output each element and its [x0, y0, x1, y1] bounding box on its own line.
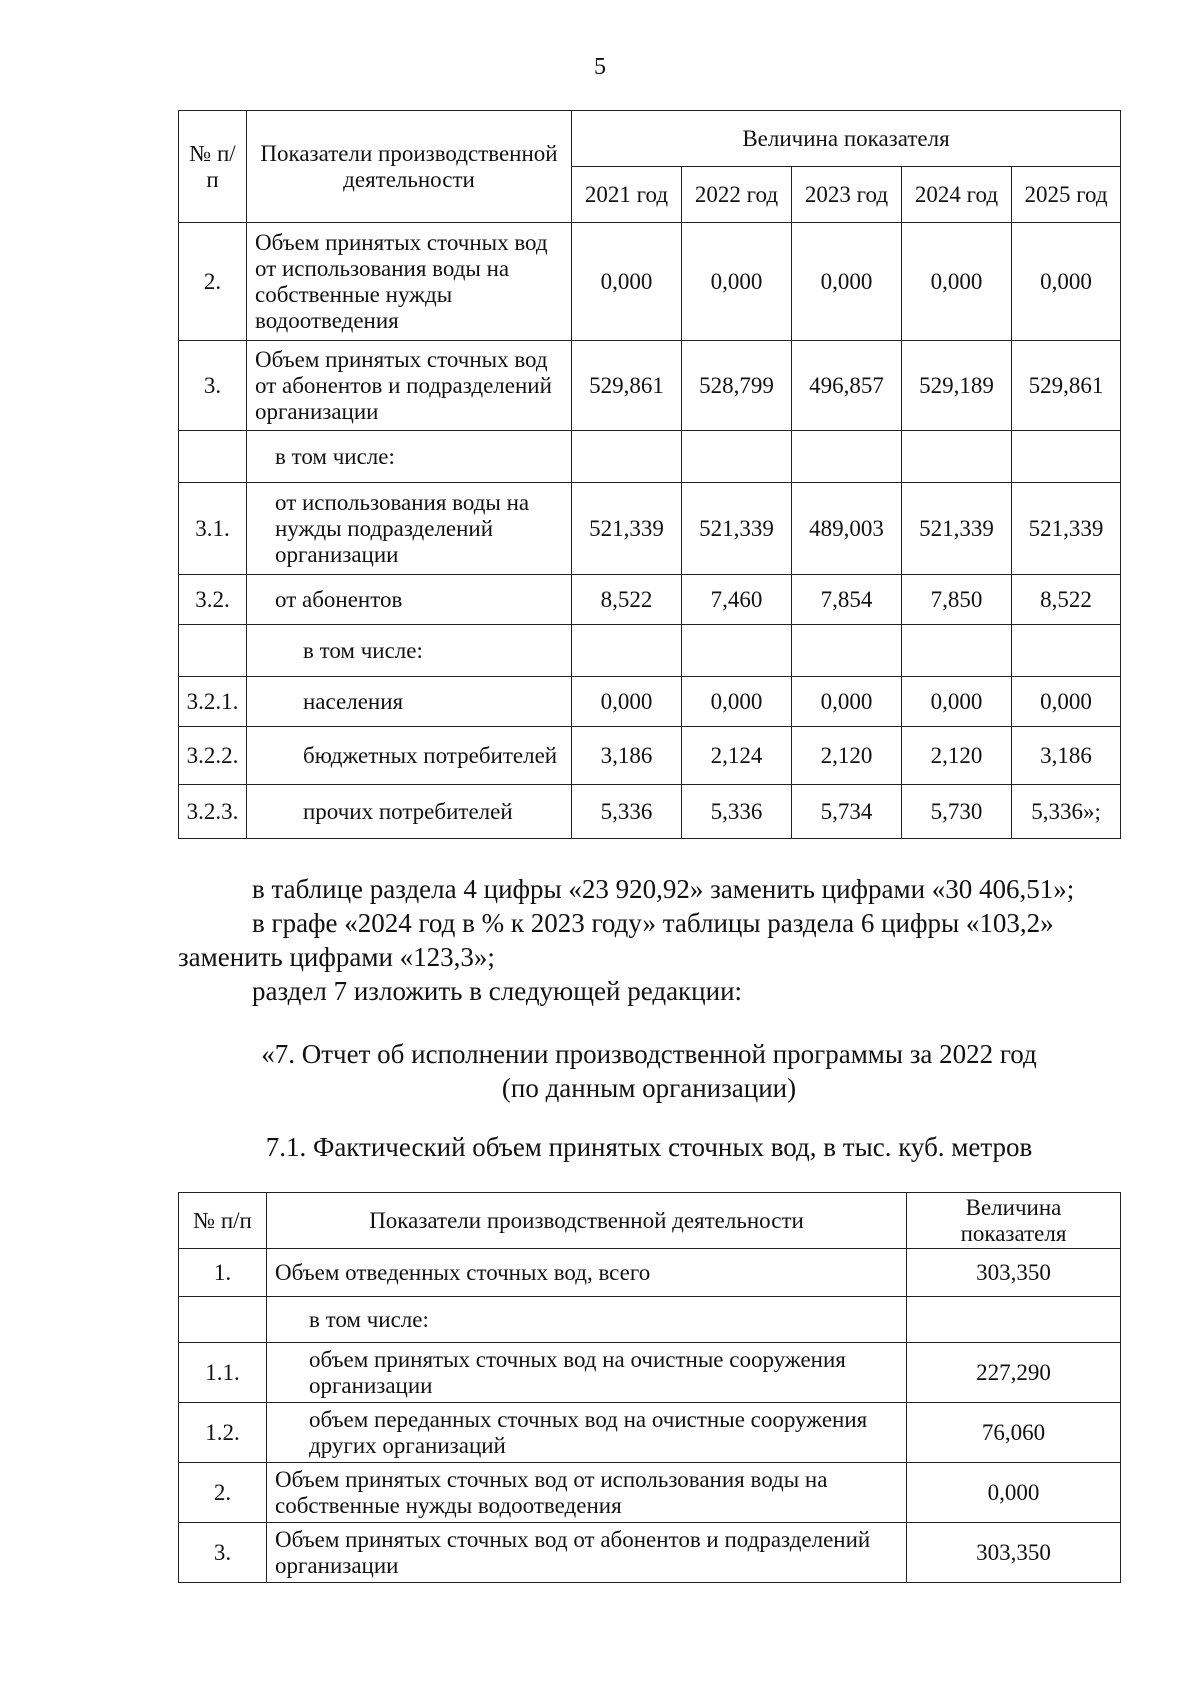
cell-value: 528,799 [682, 341, 792, 431]
row-label: Объем принятых сточных вод от абонентов и подразделений организации [267, 1523, 907, 1583]
cell-value: 0,000 [1012, 223, 1121, 341]
row-label: Объем принятых сточных вод от использования воды на собственные нужды водоотведения [247, 223, 572, 341]
header-year: 2021 год [572, 167, 682, 223]
cell-value [792, 625, 902, 677]
header-num: № п/п [179, 111, 247, 223]
cell-value [907, 1297, 1121, 1343]
page-number: 5 [594, 54, 606, 80]
row-label: Объем принятых сточных вод от использования воды на собственные нужды водоотведения [267, 1463, 907, 1523]
cell-value: 529,861 [1012, 341, 1121, 431]
cell-value: 5,336»; [1012, 785, 1121, 839]
table-row [179, 483, 1121, 575]
table-row [179, 431, 1121, 483]
table-row [179, 1343, 1121, 1403]
row-num: 3.2.2. [179, 727, 247, 785]
section-title-line: «7. Отчет об исполнении производственной программы за 2022 год [261, 1039, 1037, 1069]
cell-value: 2,124 [682, 727, 792, 785]
cell-value: 489,003 [792, 483, 902, 575]
table-row [179, 341, 1121, 431]
cell-value: 3,186 [572, 727, 682, 785]
subsection-title: 7.1. Фактический объем принятых сточных вод, в тыс. куб. метров [265, 1132, 1033, 1162]
header-indicator: Показатели производственной деятельности [267, 1193, 907, 1249]
table-row [179, 1249, 1121, 1297]
cell-value: 303,350 [907, 1249, 1121, 1297]
table-row [179, 727, 1121, 785]
cell-value: 0,000 [792, 223, 902, 341]
row-label: от абонентов [247, 575, 572, 625]
table-row [179, 1463, 1121, 1523]
header-value: Величина показателя [907, 1193, 1121, 1249]
row-num [179, 625, 247, 677]
cell-value: 227,290 [907, 1343, 1121, 1403]
row-num: 2. [179, 223, 247, 341]
row-num: 1.2. [179, 1403, 267, 1463]
table-row [179, 625, 1121, 677]
table-row [179, 1297, 1121, 1343]
cell-value: 0,000 [572, 223, 682, 341]
actual-wastewater-table [178, 1192, 1121, 1583]
row-label: в том числе: [267, 1297, 907, 1343]
cell-value: 0,000 [572, 677, 682, 727]
cell-value: 529,189 [902, 341, 1012, 431]
cell-value: 303,350 [907, 1523, 1121, 1583]
table-row [179, 1403, 1121, 1463]
table-row [179, 1523, 1121, 1583]
cell-value [902, 431, 1012, 483]
cell-value [1012, 431, 1121, 483]
table-row [179, 223, 1121, 341]
row-label: от использования воды на нужды подразделений организации [247, 483, 572, 575]
cell-value [792, 431, 902, 483]
cell-value: 76,060 [907, 1403, 1121, 1463]
header-year: 2025 год [1012, 167, 1121, 223]
row-num: 3. [179, 341, 247, 431]
row-num: 3.2.3. [179, 785, 247, 839]
row-label: в том числе: [247, 625, 572, 677]
cell-value: 8,522 [1012, 575, 1121, 625]
amendment-text [178, 872, 1120, 1008]
cell-value: 0,000 [907, 1463, 1121, 1523]
cell-value: 5,734 [792, 785, 902, 839]
row-label: населения [247, 677, 572, 727]
row-label: объем переданных сточных вод на очистные сооружения других организаций [267, 1403, 907, 1463]
cell-value: 0,000 [902, 677, 1012, 727]
cell-value: 0,000 [1012, 677, 1121, 727]
table-row [179, 677, 1121, 727]
table-row [179, 575, 1121, 625]
cell-value: 0,000 [682, 223, 792, 341]
cell-value: 496,857 [792, 341, 902, 431]
cell-value: 7,850 [902, 575, 1012, 625]
table-row [179, 785, 1121, 839]
cell-value: 0,000 [902, 223, 1012, 341]
cell-value [682, 625, 792, 677]
row-num: 2. [179, 1463, 267, 1523]
cell-value: 5,336 [682, 785, 792, 839]
header-indicator: Показатели производственной деятельности [247, 111, 572, 223]
row-num: 3.2.1. [179, 677, 247, 727]
cell-value: 5,336 [572, 785, 682, 839]
cell-value: 2,120 [902, 727, 1012, 785]
row-num [179, 431, 247, 483]
cell-value [902, 625, 1012, 677]
row-num: 3. [179, 1523, 267, 1583]
cell-value: 5,730 [902, 785, 1012, 839]
production-indicators-table [178, 110, 1121, 839]
header-value-group: Величина показателя [572, 111, 1121, 167]
cell-value: 0,000 [682, 677, 792, 727]
header-year: 2024 год [902, 167, 1012, 223]
cell-value: 8,522 [572, 575, 682, 625]
cell-value [1012, 625, 1121, 677]
amendment-line: в таблице раздела 4 цифры «23 920,92» заменить цифрами «30 406,51»; [252, 874, 1075, 904]
row-label: Объем отведенных сточных вод, всего [267, 1249, 907, 1297]
cell-value: 521,339 [682, 483, 792, 575]
row-num: 3.2. [179, 575, 247, 625]
row-num: 1.1. [179, 1343, 267, 1403]
cell-value: 2,120 [792, 727, 902, 785]
cell-value: 0,000 [792, 677, 902, 727]
row-label: объем принятых сточных вод на очистные сооружения организации [267, 1343, 907, 1403]
section-title-line: (по данным организации) [501, 1073, 797, 1103]
cell-value [572, 625, 682, 677]
cell-value [682, 431, 792, 483]
row-num: 1. [179, 1249, 267, 1297]
header-num: № п/п [179, 1193, 267, 1249]
section-title [178, 1037, 1120, 1105]
cell-value [572, 431, 682, 483]
amendment-line: в графе «2024 год в % к 2023 году» таблицы раздела 6 цифры «103,2» заменить цифрами «123,3»; [178, 908, 1054, 972]
table-header-row [179, 111, 1121, 167]
cell-value: 7,460 [682, 575, 792, 625]
header-year: 2022 год [682, 167, 792, 223]
cell-value: 7,854 [792, 575, 902, 625]
table-header-row [179, 1193, 1121, 1249]
row-label: Объем принятых сточных вод от абонентов и подразделений организации [247, 341, 572, 431]
row-num: 3.1. [179, 483, 247, 575]
cell-value: 521,339 [572, 483, 682, 575]
row-label: в том числе: [247, 431, 572, 483]
row-num [179, 1297, 267, 1343]
cell-value: 521,339 [902, 483, 1012, 575]
cell-value: 529,861 [572, 341, 682, 431]
row-label: бюджетных потребителей [247, 727, 572, 785]
row-label: прочих потребителей [247, 785, 572, 839]
cell-value: 521,339 [1012, 483, 1121, 575]
cell-value: 3,186 [1012, 727, 1121, 785]
amendment-line: раздел 7 изложить в следующей редакции: [252, 976, 743, 1006]
header-year: 2023 год [792, 167, 902, 223]
